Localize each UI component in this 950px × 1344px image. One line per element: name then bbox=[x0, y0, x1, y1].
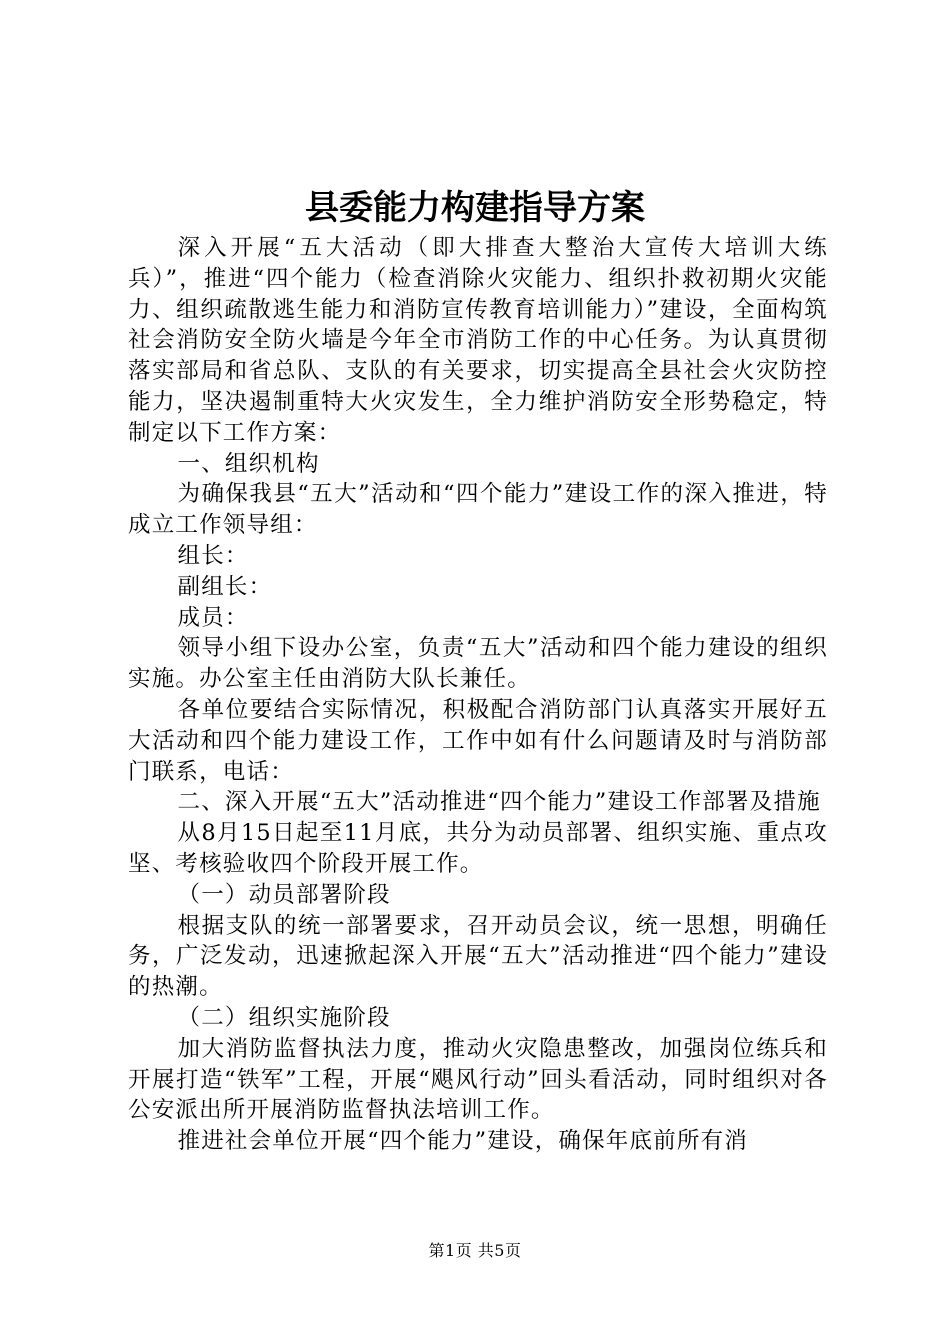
heading-organization: 一、组织机构 bbox=[177, 450, 320, 477]
paragraph-units: 各单位要结合实际情况，积极配合消防部门认真落实开展好五大活动和四个能力建设工作，工作中如有什么问题请及时与消防部门联系，电话： bbox=[128, 696, 828, 785]
heading-stage-mobilization: （一）动员部署阶段 bbox=[177, 881, 391, 908]
paragraph-mobilization: 根据支队的统一部署要求，召开动员会议，统一思想，明确任务，广泛发动，迅速掀起深入开展“五大”活动推进“四个能力”建设的热潮。 bbox=[128, 912, 828, 1001]
paragraph-implementation: 加大消防监督执法力度，推动火灾隐患整改，加强岗位练兵和开展打造“铁军”工程，开展“飓风行动”回头看活动，同时组织对各公安派出所开展消防监督执法培训工作。 bbox=[128, 1035, 828, 1124]
paragraph-leading-group: 为确保我县“五大”活动和“四个能力”建设工作的深入推进，特成立工作领导组： bbox=[128, 481, 828, 539]
heading-stage-implementation: （二）组织实施阶段 bbox=[177, 1004, 391, 1031]
page-number-footer: 第1页 共5页 bbox=[428, 1241, 522, 1260]
document-body bbox=[128, 233, 828, 1157]
heading-deployment: 二、深入开展“五大”活动推进“四个能力”建设工作部署及措施 bbox=[177, 789, 821, 816]
paragraph-four-abilities: 推进社会单位开展“四个能力”建设，确保年底前所有消 bbox=[177, 1128, 749, 1155]
line-deputy-leader: 副组长： bbox=[177, 573, 273, 600]
document-title: 县委能力构建指导方案 bbox=[305, 188, 645, 228]
paragraph-intro: 深入开展“五大活动（即大排查大整治大宣传大培训大练兵）”，推进“四个能力（检查消除火灾能力、组织扑救初期火灾能力、组织疏散逃生能力和消防宣传教育培训能力）”建设，全面构筑社会消防安全防火墙是今年全市消防工作的中心任务。为认真贯彻落实部局和省总队、支队的有关要求，切实提高全县社会火灾防控能力，坚决遏制重特大火灾发生，全力维护消防安全形势稳定，特制定以下工作方案： bbox=[128, 235, 828, 446]
paragraph-office: 领导小组下设办公室，负责“五大”活动和四个能力建设的组织实施。办公室主任由消防大队长兼任。 bbox=[128, 635, 828, 693]
paragraph-schedule: 从8月15日起至11月底，共分为动员部署、组织实施、重点攻坚、考核验收四个阶段开展工作。 bbox=[128, 820, 828, 877]
line-group-leader: 组长： bbox=[177, 542, 249, 569]
line-members: 成员： bbox=[177, 604, 249, 631]
